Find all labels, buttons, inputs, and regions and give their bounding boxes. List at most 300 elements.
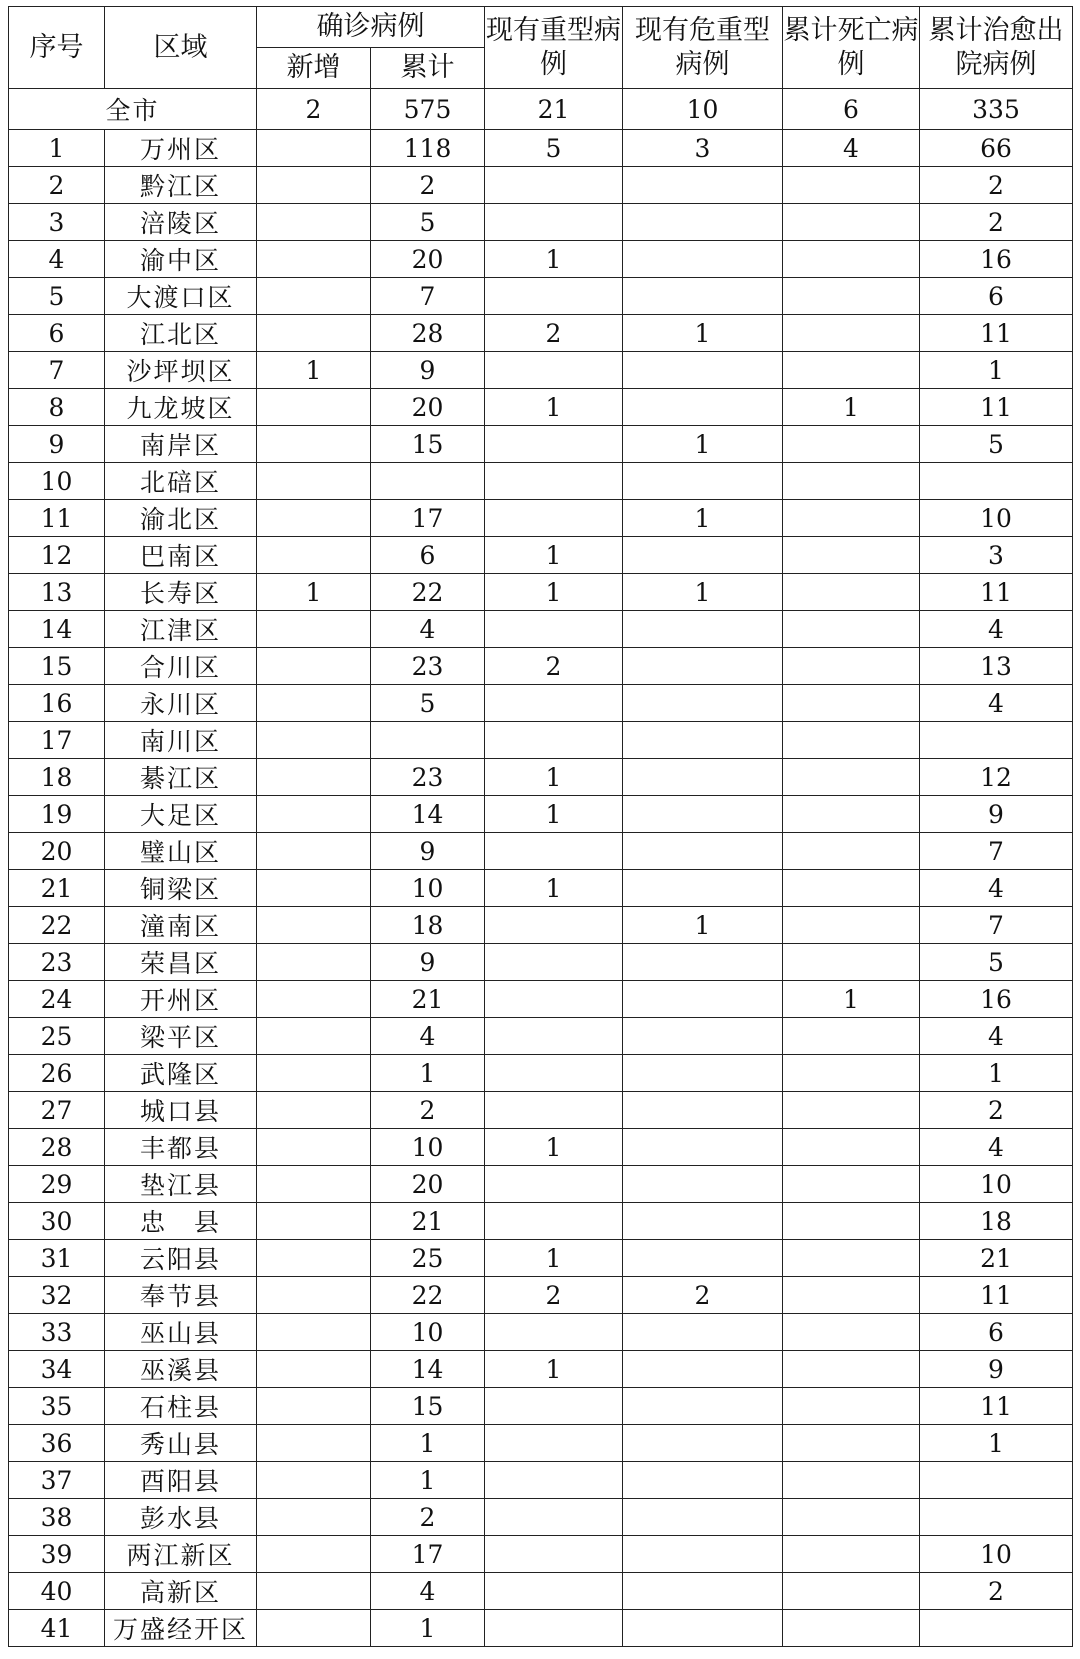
cell-index: 11 (9, 500, 105, 537)
cell-new (257, 1388, 371, 1425)
header-region: 区域 (105, 7, 257, 89)
cell-new (257, 1240, 371, 1277)
cell-total: 18 (371, 907, 485, 944)
cell-recovered: 2 (920, 1092, 1073, 1129)
cell-severe (485, 1092, 623, 1129)
table-row (9, 574, 1073, 611)
table-row (9, 537, 1073, 574)
table-row (9, 796, 1073, 833)
cell-index: 18 (9, 759, 105, 796)
cell-index: 13 (9, 574, 105, 611)
cell-deaths (783, 1610, 920, 1647)
cell-index: 15 (9, 648, 105, 685)
cell-recovered: 13 (920, 648, 1073, 685)
cell-index: 32 (9, 1277, 105, 1314)
cell-severe (485, 1203, 623, 1240)
cell-critical (623, 1388, 783, 1425)
cell-deaths (783, 1425, 920, 1462)
cell-new (257, 537, 371, 574)
cell-new (257, 1092, 371, 1129)
cell-new (257, 759, 371, 796)
cell-index: 33 (9, 1314, 105, 1351)
cell-region: 秀山县 (105, 1425, 257, 1462)
cell-critical (623, 1610, 783, 1647)
table-row (9, 278, 1073, 315)
cell-severe: 2 (485, 648, 623, 685)
cell-recovered: 16 (920, 241, 1073, 278)
cell-deaths (783, 1018, 920, 1055)
cell-critical (623, 1314, 783, 1351)
cell-severe (485, 426, 623, 463)
cell-severe: 1 (485, 241, 623, 278)
table-row (9, 130, 1073, 167)
cell-total: 4 (371, 1573, 485, 1610)
table-row (9, 1314, 1073, 1351)
cell-deaths (783, 537, 920, 574)
cell-severe: 1 (485, 796, 623, 833)
cell-new (257, 981, 371, 1018)
cell-critical (623, 389, 783, 426)
cell-severe (485, 352, 623, 389)
cell-recovered: 11 (920, 1277, 1073, 1314)
cell-recovered: 1 (920, 352, 1073, 389)
cell-new (257, 1573, 371, 1610)
cell-region: 綦江区 (105, 759, 257, 796)
cell-region: 南川区 (105, 722, 257, 759)
cell-index: 5 (9, 278, 105, 315)
cell-deaths (783, 611, 920, 648)
cell-region: 合川区 (105, 648, 257, 685)
cell-recovered: 2 (920, 167, 1073, 204)
cell-deaths (783, 1388, 920, 1425)
cell-total: 1 (371, 1610, 485, 1647)
cell-region: 万盛经开区 (105, 1610, 257, 1647)
cell-severe (485, 278, 623, 315)
cell-index: 3 (9, 204, 105, 241)
cell-critical: 1 (623, 315, 783, 352)
cell-region: 渝北区 (105, 500, 257, 537)
cell-new (257, 426, 371, 463)
cell-deaths (783, 1277, 920, 1314)
cell-recovered (920, 1462, 1073, 1499)
cell-severe: 1 (485, 870, 623, 907)
table-row (9, 907, 1073, 944)
table-row (9, 611, 1073, 648)
cell-total (371, 463, 485, 500)
cell-total: 10 (371, 1314, 485, 1351)
cell-total: 118 (371, 130, 485, 167)
table-row (9, 1166, 1073, 1203)
cell-critical: 2 (623, 1277, 783, 1314)
table-row (9, 500, 1073, 537)
cell-total: 14 (371, 1351, 485, 1388)
table-row (9, 870, 1073, 907)
cell-deaths (783, 833, 920, 870)
cell-recovered: 7 (920, 907, 1073, 944)
cell-new (257, 278, 371, 315)
cell-index: 14 (9, 611, 105, 648)
cell-severe (485, 1425, 623, 1462)
cell-critical (623, 833, 783, 870)
header-confirmed: 确诊病例 (257, 7, 485, 48)
cell-index: 19 (9, 796, 105, 833)
cell-region: 万州区 (105, 130, 257, 167)
cell-new (257, 1203, 371, 1240)
total-label: 全市 (9, 89, 257, 130)
cell-severe: 1 (485, 1351, 623, 1388)
cell-critical: 1 (623, 574, 783, 611)
cell-index: 1 (9, 130, 105, 167)
cell-deaths (783, 685, 920, 722)
cell-severe: 1 (485, 1240, 623, 1277)
header-severe (485, 7, 623, 89)
cell-critical (623, 1351, 783, 1388)
header-deaths-text: 累计死亡病例 (783, 14, 919, 80)
table-row (9, 1388, 1073, 1425)
cell-new: 1 (257, 352, 371, 389)
cell-recovered: 4 (920, 1129, 1073, 1166)
cell-severe: 5 (485, 130, 623, 167)
cell-deaths (783, 1240, 920, 1277)
cell-critical (623, 463, 783, 500)
cell-index: 4 (9, 241, 105, 278)
cell-critical: 1 (623, 426, 783, 463)
total-confirmed: 575 (371, 89, 485, 130)
cell-critical (623, 537, 783, 574)
cell-critical (623, 1055, 783, 1092)
cell-total: 7 (371, 278, 485, 315)
cell-index: 22 (9, 907, 105, 944)
cell-deaths (783, 1573, 920, 1610)
cell-region: 荣昌区 (105, 944, 257, 981)
cell-recovered (920, 722, 1073, 759)
cell-region: 忠 县 (105, 1203, 257, 1240)
cell-total: 15 (371, 426, 485, 463)
cell-region: 武隆区 (105, 1055, 257, 1092)
cell-recovered: 9 (920, 796, 1073, 833)
cell-total: 17 (371, 1536, 485, 1573)
cell-total (371, 722, 485, 759)
cell-new (257, 241, 371, 278)
total-critical: 10 (623, 89, 783, 130)
cell-deaths (783, 1351, 920, 1388)
cell-deaths (783, 278, 920, 315)
cell-index: 35 (9, 1388, 105, 1425)
cell-recovered: 2 (920, 1573, 1073, 1610)
cell-region: 沙坪坝区 (105, 352, 257, 389)
cases-table (8, 6, 1073, 1647)
cell-critical (623, 204, 783, 241)
cell-total: 1 (371, 1425, 485, 1462)
cell-new (257, 611, 371, 648)
cell-severe: 1 (485, 389, 623, 426)
total-recovered: 335 (920, 89, 1073, 130)
cell-region: 奉节县 (105, 1277, 257, 1314)
cell-critical: 1 (623, 907, 783, 944)
cell-recovered: 10 (920, 1536, 1073, 1573)
cell-index: 21 (9, 870, 105, 907)
cell-critical (623, 685, 783, 722)
cell-new (257, 1314, 371, 1351)
cell-index: 31 (9, 1240, 105, 1277)
cell-new (257, 389, 371, 426)
cell-severe: 2 (485, 315, 623, 352)
cell-index: 38 (9, 1499, 105, 1536)
cell-recovered: 11 (920, 389, 1073, 426)
table-row (9, 1610, 1073, 1647)
cell-deaths: 1 (783, 981, 920, 1018)
cell-new (257, 167, 371, 204)
cell-critical (623, 796, 783, 833)
cell-region: 两江新区 (105, 1536, 257, 1573)
cell-new (257, 648, 371, 685)
cell-deaths (783, 463, 920, 500)
cell-recovered: 9 (920, 1351, 1073, 1388)
cell-deaths (783, 870, 920, 907)
cell-region: 巫山县 (105, 1314, 257, 1351)
cell-critical (623, 278, 783, 315)
cell-total: 4 (371, 611, 485, 648)
cell-severe: 1 (485, 537, 623, 574)
cell-recovered: 11 (920, 315, 1073, 352)
cell-total: 25 (371, 1240, 485, 1277)
cell-severe (485, 1610, 623, 1647)
cell-recovered: 21 (920, 1240, 1073, 1277)
table-body (9, 89, 1073, 1647)
cell-critical (623, 1018, 783, 1055)
cell-deaths: 1 (783, 389, 920, 426)
cell-index: 10 (9, 463, 105, 500)
cell-new (257, 722, 371, 759)
table-row (9, 1462, 1073, 1499)
cell-critical (623, 1462, 783, 1499)
cell-deaths (783, 796, 920, 833)
cell-index: 16 (9, 685, 105, 722)
cell-deaths (783, 1055, 920, 1092)
cell-critical (623, 1129, 783, 1166)
cell-region: 云阳县 (105, 1240, 257, 1277)
cell-new (257, 944, 371, 981)
cell-severe (485, 1018, 623, 1055)
cell-index: 29 (9, 1166, 105, 1203)
cell-new (257, 907, 371, 944)
cell-severe (485, 1055, 623, 1092)
cell-deaths (783, 1166, 920, 1203)
cell-severe: 1 (485, 759, 623, 796)
cell-critical (623, 759, 783, 796)
cell-severe (485, 1388, 623, 1425)
cell-recovered: 4 (920, 870, 1073, 907)
cell-index: 41 (9, 1610, 105, 1647)
cell-new (257, 130, 371, 167)
cell-recovered: 7 (920, 833, 1073, 870)
cell-index: 26 (9, 1055, 105, 1092)
table-row (9, 315, 1073, 352)
cell-region: 大足区 (105, 796, 257, 833)
table-row (9, 167, 1073, 204)
cell-deaths (783, 759, 920, 796)
cell-severe (485, 1499, 623, 1536)
cell-severe (485, 1166, 623, 1203)
cell-total: 2 (371, 1092, 485, 1129)
table-row (9, 759, 1073, 796)
cell-index: 7 (9, 352, 105, 389)
cell-index: 37 (9, 1462, 105, 1499)
cell-recovered: 11 (920, 1388, 1073, 1425)
cell-severe (485, 204, 623, 241)
cell-index: 12 (9, 537, 105, 574)
cell-new (257, 1499, 371, 1536)
cell-region: 黔江区 (105, 167, 257, 204)
cell-total: 22 (371, 574, 485, 611)
cell-index: 36 (9, 1425, 105, 1462)
cell-region: 铜梁区 (105, 870, 257, 907)
cell-region: 潼南区 (105, 907, 257, 944)
cell-deaths (783, 1499, 920, 1536)
cell-index: 30 (9, 1203, 105, 1240)
header-critical (623, 7, 783, 89)
table-row (9, 1499, 1073, 1536)
cell-critical (623, 981, 783, 1018)
cell-new (257, 1166, 371, 1203)
cell-index: 28 (9, 1129, 105, 1166)
cell-severe (485, 611, 623, 648)
cell-critical (623, 352, 783, 389)
cell-region: 大渡口区 (105, 278, 257, 315)
cell-critical (623, 1203, 783, 1240)
table-row (9, 981, 1073, 1018)
cell-index: 23 (9, 944, 105, 981)
cell-index: 25 (9, 1018, 105, 1055)
cell-total: 9 (371, 833, 485, 870)
cell-total: 1 (371, 1462, 485, 1499)
cell-index: 34 (9, 1351, 105, 1388)
cell-region: 涪陵区 (105, 204, 257, 241)
cell-region: 垫江县 (105, 1166, 257, 1203)
cell-total: 1 (371, 1055, 485, 1092)
cell-deaths (783, 1092, 920, 1129)
cell-deaths (783, 1129, 920, 1166)
header-severe-text: 现有重型病例 (486, 14, 621, 80)
header-deaths (783, 7, 920, 89)
cell-severe (485, 1462, 623, 1499)
cell-critical (623, 1573, 783, 1610)
cell-new: 1 (257, 574, 371, 611)
cell-severe (485, 944, 623, 981)
cell-critical (623, 1240, 783, 1277)
cell-new (257, 500, 371, 537)
cell-total: 9 (371, 944, 485, 981)
cell-recovered (920, 1499, 1073, 1536)
cell-region: 渝中区 (105, 241, 257, 278)
cell-deaths (783, 1536, 920, 1573)
table-row (9, 1129, 1073, 1166)
header-confirmed-total: 累计 (371, 48, 485, 89)
cell-region: 城口县 (105, 1092, 257, 1129)
cell-recovered: 5 (920, 426, 1073, 463)
cell-critical (623, 1166, 783, 1203)
cell-index: 17 (9, 722, 105, 759)
cell-total: 20 (371, 1166, 485, 1203)
cell-region: 石柱县 (105, 1388, 257, 1425)
table-row (9, 1203, 1073, 1240)
cell-deaths: 4 (783, 130, 920, 167)
cell-severe (485, 1536, 623, 1573)
cell-total: 22 (371, 1277, 485, 1314)
cell-severe (485, 833, 623, 870)
cell-new (257, 315, 371, 352)
cell-total: 14 (371, 796, 485, 833)
cell-deaths (783, 426, 920, 463)
cell-region: 丰都县 (105, 1129, 257, 1166)
cell-new (257, 1277, 371, 1314)
cell-recovered: 5 (920, 944, 1073, 981)
cell-deaths (783, 315, 920, 352)
cell-new (257, 1462, 371, 1499)
cell-severe: 1 (485, 1129, 623, 1166)
cell-total: 23 (371, 648, 485, 685)
cell-region: 高新区 (105, 1573, 257, 1610)
cell-severe (485, 1573, 623, 1610)
cell-region: 永川区 (105, 685, 257, 722)
cell-recovered: 66 (920, 130, 1073, 167)
cell-total: 9 (371, 352, 485, 389)
cell-critical (623, 1536, 783, 1573)
cell-index: 6 (9, 315, 105, 352)
cell-region: 巴南区 (105, 537, 257, 574)
cell-region: 长寿区 (105, 574, 257, 611)
table-row (9, 389, 1073, 426)
cell-total: 2 (371, 1499, 485, 1536)
cell-severe: 2 (485, 1277, 623, 1314)
total-deaths: 6 (783, 89, 920, 130)
total-new: 2 (257, 89, 371, 130)
cell-region: 梁平区 (105, 1018, 257, 1055)
header-recovered-text: 累计治愈出院病例 (928, 14, 1064, 80)
cell-new (257, 870, 371, 907)
cell-region: 九龙坡区 (105, 389, 257, 426)
cell-total: 28 (371, 315, 485, 352)
table-row (9, 685, 1073, 722)
cell-new (257, 1536, 371, 1573)
cell-recovered: 12 (920, 759, 1073, 796)
cell-index: 9 (9, 426, 105, 463)
cell-severe: 1 (485, 574, 623, 611)
cell-deaths (783, 167, 920, 204)
cell-total: 10 (371, 1129, 485, 1166)
cell-index: 8 (9, 389, 105, 426)
cell-new (257, 463, 371, 500)
table-row (9, 1277, 1073, 1314)
cell-index: 27 (9, 1092, 105, 1129)
cell-recovered (920, 463, 1073, 500)
cell-new (257, 1351, 371, 1388)
cell-critical (623, 722, 783, 759)
cell-recovered: 1 (920, 1425, 1073, 1462)
table-row (9, 241, 1073, 278)
cell-deaths (783, 907, 920, 944)
cell-new (257, 685, 371, 722)
cell-deaths (783, 944, 920, 981)
cell-severe (485, 907, 623, 944)
cell-index: 39 (9, 1536, 105, 1573)
cases-table-container (8, 6, 1073, 1647)
cell-deaths (783, 722, 920, 759)
cell-deaths (783, 1462, 920, 1499)
cell-region: 江津区 (105, 611, 257, 648)
cell-critical (623, 648, 783, 685)
cell-recovered: 16 (920, 981, 1073, 1018)
